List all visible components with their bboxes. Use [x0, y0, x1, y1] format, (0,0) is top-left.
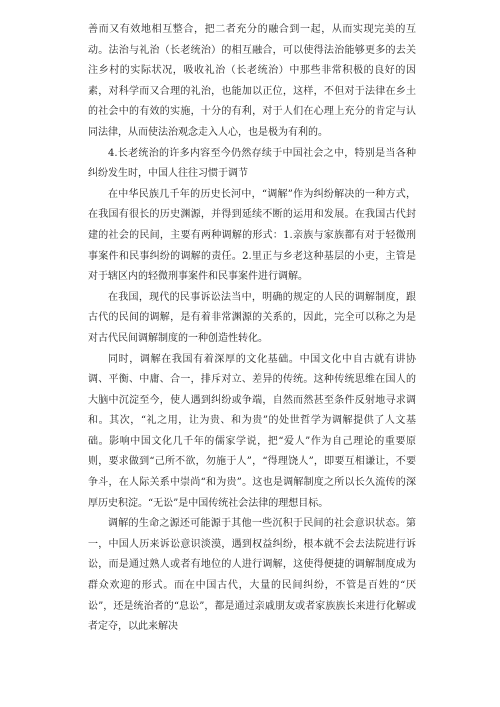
paragraph-4: 在我国，现代的民事诉讼法当中，明确的规定的人民的调解制度，跟古代的民间的调解，是有着非常渊源的关系的，因此，完全可以称之为是对古代民间调解制度的一种创造性转化。 — [88, 291, 416, 344]
paragraph-3: 在中华民族几千年的历史长河中，“调解”作为纠纷解决的一种方式，在我国有很长的历史渊源，并得到延续不断的运用和发展。在我国古代封建的社会的民间，主要有两种调解的形式：1.亲族与家族都有对于轻微刑事案件和民事纠纷的调解的责任。2.里正与乡老这种基层的小吏，主管是对于辖区内的轻微刑事案件和民事案件进行调解。 — [88, 188, 416, 283]
paragraph-1: 善而又有效地相互整合，把二者充分的融合到一起，从而实现完美的互动。法治与礼治（长老统治）的相互融合，可以使得法治能够更多的去关注乡村的实际状况，吸收礼治（长老统治）中那些非常积极的良好的因素，对科学而又合理的礼治，也能加以正位，这样，不但对于法律在乡土的社会中的有效的实施，十分的有利，对于人们在心理上充分的肯定与认同法律，从而使法治观念走入人心，也是极为有利的。 — [88, 24, 416, 138]
paragraph-5: 同时，调解在我国有着深厚的文化基础。中国文化中自古就有讲协调、平衡、中庸、合一，排斥对立、差异的传统。这种传统思维在国人的大脑中沉淀至今，使人遇到纠纷或争端，自然而然甚至条件反射地寻求调和。其次，“礼之用，让为贵、和为贵”的处世哲学为调解提供了人文基础。影响中国文化几千年的儒家学说，把“爱人”作为自己理论的重要原则，要求做到“己所不欲，勿施于人”，“得理饶人”，即要互相谦让，不要争斗，在人际关系中崇尚“和为贵”。这也是调解制度之所以长久流传的深厚历史积淀。“无讼”是中国传统社会法律的理想目标。 — [88, 353, 416, 509]
document-page — [88, 20, 416, 638]
paragraph-6: 调解的生命之源还可能源于其他一些沉积于民间的社会意识状态。第一，中国人历来诉讼意识淡漠，遇到权益纠纷，根本就不会去法院进行诉讼，而是通过熟人或者有地位的人进行调解，这使得便捷的调解制度成为群众欢迎的形式。而在中国古代，大量的民间纠纷，不管是百姓的“厌讼”，还是统治者的“息讼”，都是通过亲戚朋友或者家族族长来进行化解或者定夺，以此来解决 — [88, 518, 416, 633]
paragraph-2-heading: 4.长老统治的许多内容至今仍然存续于中国社会之中，特别是当各种纠纷发生时，中国人往往习惯于调节 — [88, 147, 416, 180]
